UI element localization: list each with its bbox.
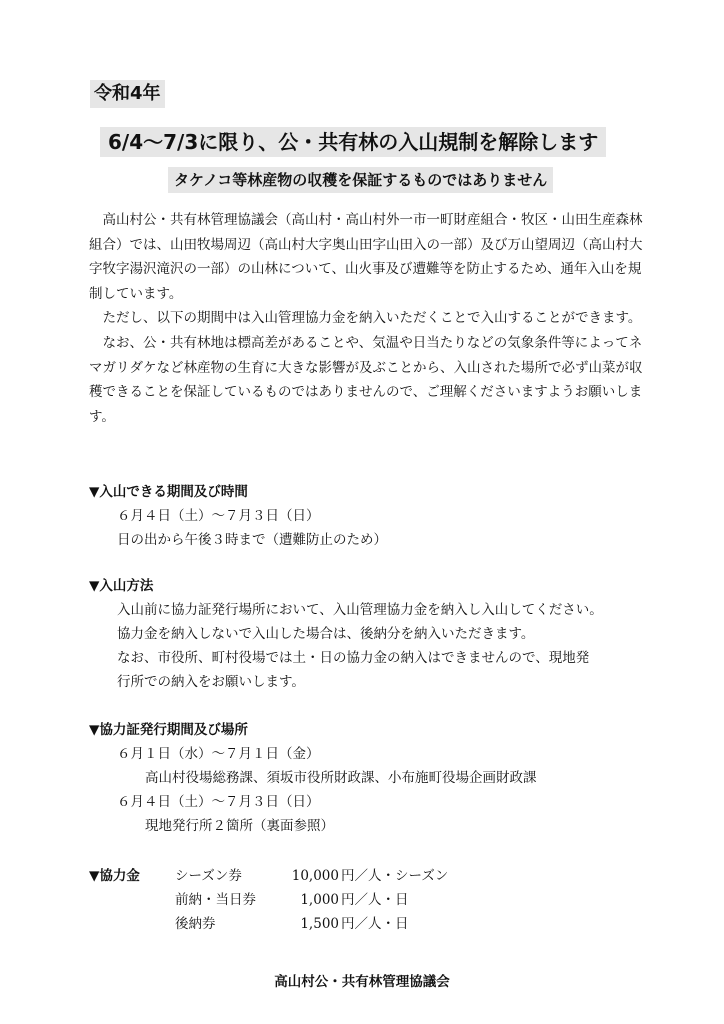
period-dates: ６月４日（土）〜７月３日（日） [117, 508, 320, 524]
fee-heading: ▼協力金 [89, 868, 140, 884]
issuance-place-2: 現地発行所２箇所（裏面参照） [145, 818, 334, 834]
fee-amount: 1,000 [300, 892, 339, 908]
fee-unit: 円／人・日 [341, 916, 409, 932]
intro-paragraph-1: 高山村公・共有林管理協議会（高山村・高山村外一市一町財産組合・牧区・山田生産森林組合）では、山田牧場周辺（高山村大字奥山田字山田入の一部）及び万山望周辺（高山村大字牧字湯沢滝沢の一部）の山林について、山火事及び遭難等を防止するため、通年入山を規制しています。 [89, 212, 643, 302]
issuance-period-2: ６月４日（土）〜７月３日（日） [117, 794, 320, 810]
issuance-section [89, 718, 537, 838]
fee-row [89, 912, 448, 936]
method-line-2: 協力金を納入しないで入山した場合は、後納分を納入いただきます。 [117, 626, 535, 642]
method-line-3: なお、市役所、町村役場では土・日の協力金の納入はできませんので、現地発 [117, 650, 590, 666]
method-line-1: 入山前に協力証発行場所において、入山管理協力金を納入し入山してください。 [117, 602, 603, 618]
fee-row [89, 864, 448, 888]
fee-section [89, 864, 448, 936]
period-hours: 日の出から午後３時まで（遭難防止のため） [117, 532, 387, 548]
intro-paragraph-2: ただし、以下の期間中は入山管理協力金を納入いただくことで入山することができます。 [102, 310, 642, 327]
page-subtitle: タケノコ等林産物の収穫を保証するものではありません [168, 167, 553, 193]
method-heading: ▼入山方法 [89, 578, 154, 594]
fee-unit: 円／人・日 [341, 892, 409, 908]
intro-section [89, 208, 649, 429]
issuance-place-1: 高山村役場総務課、須坂市役所財政課、小布施町役場企画財政課 [145, 770, 537, 786]
fee-amount: 10,000 [291, 868, 339, 884]
fee-type: 後納券 [175, 916, 216, 932]
page-title: 6/4〜7/3に限り、公・共有林の入山規制を解除します [100, 127, 606, 157]
method-line-4: 行所での納入をお願いします。 [117, 674, 305, 690]
issuance-period-1: ６月１日（水）〜７月１日（金） [117, 746, 320, 762]
period-section [89, 480, 387, 552]
fee-type: シーズン券 [175, 868, 242, 884]
fee-type: 前納・当日券 [175, 892, 256, 908]
method-section [89, 574, 603, 694]
period-heading: ▼入山できる期間及び時間 [89, 484, 248, 500]
fee-row [89, 888, 448, 912]
fee-unit: 円／人・シーズン [341, 868, 449, 884]
era-label: 令和4年 [90, 80, 165, 108]
fee-amount: 1,500 [300, 916, 339, 932]
intro-paragraph-3: なお、公・共有林地は標高差があることや、気温や日当たりなどの気象条件等によってネマガリダケなど林産物の生育に大きな影響が及ぶことから、入山された場所で必ず山菜が収穫できることを保証しているものではありませんので、ご理解くださいますようお願いします。 [89, 334, 643, 425]
organization-footer: 高山村公・共有林管理協議会 [274, 974, 450, 990]
issuance-heading: ▼協力証発行期間及び場所 [89, 722, 248, 738]
